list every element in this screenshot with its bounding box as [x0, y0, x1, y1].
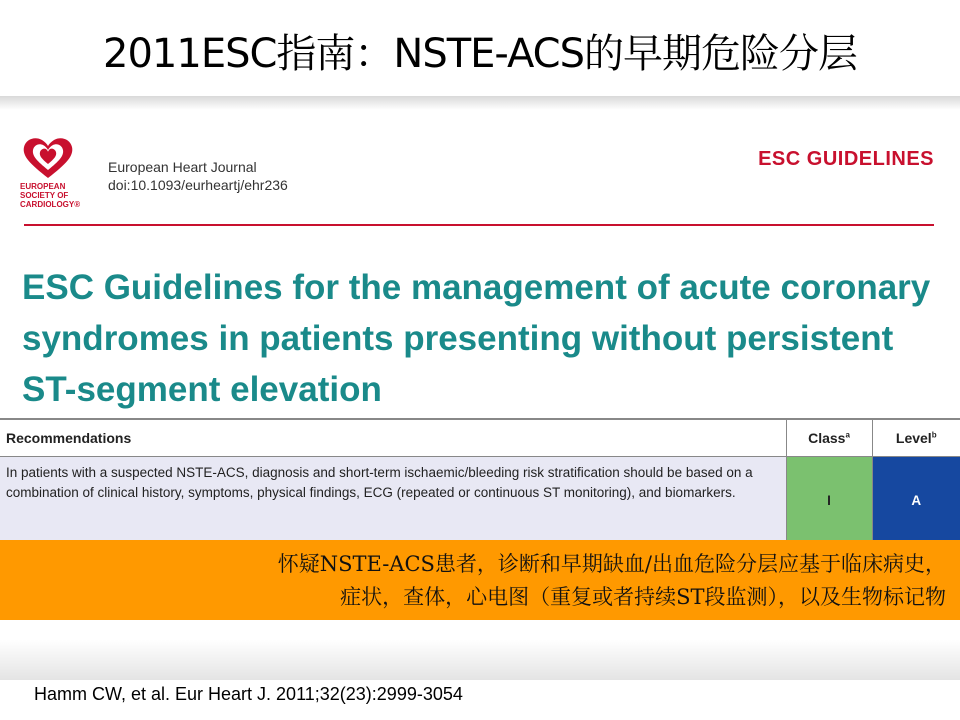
recommendations-table: [0, 418, 960, 546]
class-value: I: [786, 457, 872, 546]
citation: Hamm CW, et al. Eur Heart J. 2011;32(23):2999-3054: [34, 684, 463, 704]
translation-line-2: 症状，查体，心电图（重复或者持续ST段监测），以及生物标记物: [340, 585, 946, 609]
journal-name: European Heart Journal: [108, 159, 257, 175]
class-header-label: Class: [808, 430, 846, 446]
header-rule: [24, 224, 934, 226]
paper-title: ESC Guidelines for the management of acute coronary syndromes in patients presenting without persistent ST-segment elevation: [22, 268, 931, 409]
esc-guidelines-label: ESC GUIDELINES: [758, 148, 934, 170]
class-header: [786, 419, 872, 457]
level-header-label: Level: [895, 430, 932, 446]
table-row: [0, 457, 960, 546]
journal-info: [108, 158, 288, 194]
esc-logo: [20, 134, 90, 224]
title-divider: [0, 96, 960, 110]
slide-title: 2011ESC指南：NSTE-ACS的早期危险分层: [103, 31, 857, 77]
translation-line-1: 怀疑NSTE-ACS患者，诊断和早期缺血/出血危险分层应基于临床病史，: [277, 552, 946, 576]
level-header: [872, 419, 960, 457]
class-header-sup: a: [845, 430, 850, 440]
journal-doi: doi:10.1093/eurheartj/ehr236: [108, 177, 288, 193]
recommendation-text: In patients with a suspected NSTE-ACS, diagnosis and short-term ischaemic/bleeding risk stratification should be based on a combination of clinical history, symptoms, physical findings, ECG (repeated or continuous ST monitoring), and biomarkers.: [0, 457, 786, 546]
esc-logo-text: EUROPEAN SOCIETY OF CARDIOLOGY®: [20, 182, 81, 209]
heart-logo-icon: [20, 134, 76, 182]
recommendations-header: Recommendations: [0, 419, 786, 457]
table-header-row: [0, 419, 960, 457]
level-value: A: [872, 457, 960, 546]
footer-band: [0, 640, 960, 680]
chinese-translation: [0, 540, 960, 620]
level-header-sup: b: [931, 430, 937, 440]
